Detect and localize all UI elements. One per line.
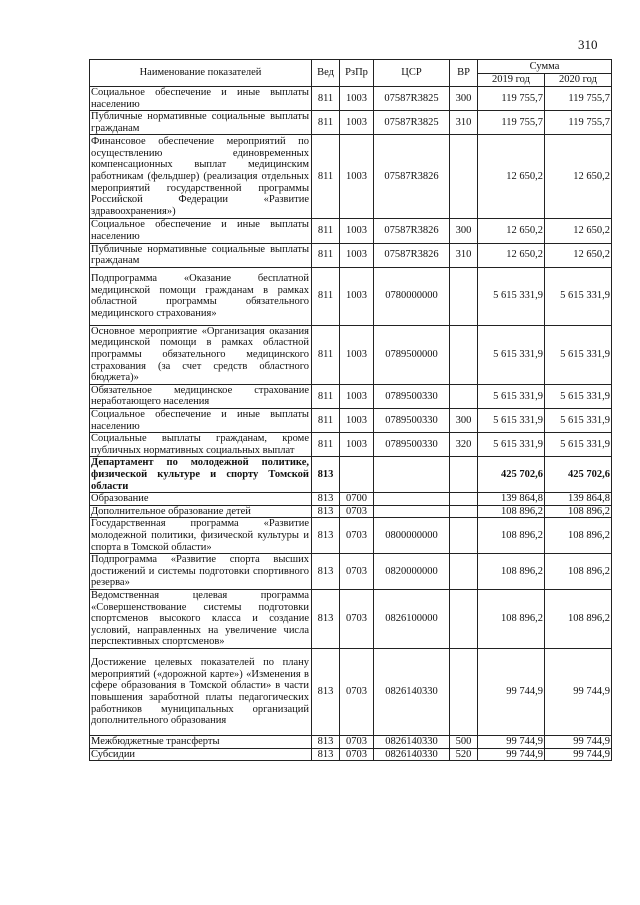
row-rzpr: 1003 — [340, 408, 374, 432]
row-sum-2020: 5 615 331,9 — [545, 325, 612, 384]
table-row — [90, 493, 612, 506]
row-vr — [450, 518, 478, 554]
header-csr: ЦСР — [374, 60, 450, 87]
row-sum-2020: 5 615 331,9 — [545, 433, 612, 457]
row-csr: 0826140330 — [374, 649, 450, 736]
row-ved: 811 — [312, 111, 340, 135]
row-rzpr: 1003 — [340, 87, 374, 111]
row-name: Государственная программа «Развитие молодежной политики, физической культуры и спорта в Томской области» — [90, 518, 312, 554]
row-vr: 310 — [450, 111, 478, 135]
row-csr: 0826140330 — [374, 736, 450, 749]
row-ved: 813 — [312, 590, 340, 649]
row-name: Социальное обеспечение и иные выплаты населению — [90, 408, 312, 432]
table-row — [90, 554, 612, 590]
header-name: Наименование показателей — [90, 60, 312, 87]
header-year-2020: 2020 год — [545, 74, 612, 87]
row-sum-2020: 108 896,2 — [545, 518, 612, 554]
row-csr: 0780000000 — [374, 267, 450, 325]
row-ved: 811 — [312, 325, 340, 384]
row-vr — [450, 135, 478, 219]
row-sum-2020: 99 744,9 — [545, 649, 612, 736]
row-ved: 811 — [312, 219, 340, 243]
row-vr: 500 — [450, 736, 478, 749]
row-sum-2019: 119 755,7 — [478, 87, 545, 111]
row-csr: 07587R3826 — [374, 243, 450, 267]
row-vr — [450, 384, 478, 408]
page-number: 310 — [578, 37, 598, 52]
row-rzpr: 1003 — [340, 135, 374, 219]
row-rzpr: 1003 — [340, 267, 374, 325]
row-ved: 811 — [312, 267, 340, 325]
row-sum-2020: 12 650,2 — [545, 219, 612, 243]
row-sum-2020: 108 896,2 — [545, 590, 612, 649]
row-vr — [450, 505, 478, 518]
row-sum-2020: 12 650,2 — [545, 135, 612, 219]
row-rzpr: 0703 — [340, 748, 374, 761]
table-row — [90, 649, 612, 736]
row-vr — [450, 493, 478, 506]
row-csr: 0789500330 — [374, 433, 450, 457]
row-name: Социальные выплаты гражданам, кроме публичных нормативных социальных выплат — [90, 433, 312, 457]
row-sum-2019: 5 615 331,9 — [478, 267, 545, 325]
row-vr — [450, 590, 478, 649]
table-row — [90, 243, 612, 267]
header-vr: ВР — [450, 60, 478, 87]
row-csr: 0789500000 — [374, 325, 450, 384]
row-sum-2019: 108 896,2 — [478, 518, 545, 554]
row-ved: 811 — [312, 433, 340, 457]
row-csr: 0826100000 — [374, 590, 450, 649]
row-sum-2020: 425 702,6 — [545, 457, 612, 493]
header-year-2019: 2019 год — [478, 74, 545, 87]
row-ved: 813 — [312, 736, 340, 749]
row-csr: 0789500330 — [374, 408, 450, 432]
table-row — [90, 457, 612, 493]
row-sum-2020: 119 755,7 — [545, 111, 612, 135]
row-rzpr: 0703 — [340, 649, 374, 736]
row-csr: 0789500330 — [374, 384, 450, 408]
row-rzpr: 0703 — [340, 736, 374, 749]
row-sum-2019: 5 615 331,9 — [478, 408, 545, 432]
row-vr: 300 — [450, 87, 478, 111]
row-ved: 813 — [312, 457, 340, 493]
row-sum-2020: 5 615 331,9 — [545, 267, 612, 325]
row-vr — [450, 457, 478, 493]
row-sum-2020: 99 744,9 — [545, 736, 612, 749]
row-name: Обязательное медицинское страхование неработающего населения — [90, 384, 312, 408]
row-sum-2019: 12 650,2 — [478, 219, 545, 243]
row-name: Образование — [90, 493, 312, 506]
row-rzpr: 0703 — [340, 590, 374, 649]
row-name: Публичные нормативные социальные выплаты гражданам — [90, 111, 312, 135]
row-name: Основное мероприятие «Организация оказания медицинской помощи в рамках областной программы обязательного медицинского страхования (за счет средств областного бюджета)» — [90, 325, 312, 384]
row-csr — [374, 505, 450, 518]
row-csr: 07587R3825 — [374, 111, 450, 135]
row-ved: 811 — [312, 87, 340, 111]
header-ved: Вед — [312, 60, 340, 87]
row-vr — [450, 649, 478, 736]
row-vr — [450, 554, 478, 590]
row-ved: 813 — [312, 518, 340, 554]
row-sum-2020: 119 755,7 — [545, 87, 612, 111]
row-ved: 811 — [312, 243, 340, 267]
table-row — [90, 748, 612, 761]
row-sum-2019: 12 650,2 — [478, 135, 545, 219]
table-row — [90, 135, 612, 219]
header-rzpr: РзПр — [340, 60, 374, 87]
header-sum: Сумма — [478, 60, 612, 74]
row-name: Дополнительное образование детей — [90, 505, 312, 518]
row-sum-2020: 139 864,8 — [545, 493, 612, 506]
row-rzpr: 1003 — [340, 433, 374, 457]
row-name: Подпрограмма «Развитие спорта высших достижений и системы подготовки спортивного резерва» — [90, 554, 312, 590]
table-row — [90, 267, 612, 325]
row-sum-2020: 5 615 331,9 — [545, 384, 612, 408]
row-sum-2019: 5 615 331,9 — [478, 433, 545, 457]
row-vr — [450, 267, 478, 325]
row-ved: 813 — [312, 748, 340, 761]
row-name: Межбюджетные трансферты — [90, 736, 312, 749]
row-ved: 813 — [312, 505, 340, 518]
row-csr — [374, 493, 450, 506]
row-rzpr: 1003 — [340, 325, 374, 384]
row-sum-2019: 99 744,9 — [478, 748, 545, 761]
row-name: Социальное обеспечение и иные выплаты населению — [90, 87, 312, 111]
table-row — [90, 219, 612, 243]
table-body — [90, 87, 612, 761]
row-csr: 0826140330 — [374, 748, 450, 761]
budget-table — [89, 59, 612, 761]
row-sum-2019: 108 896,2 — [478, 505, 545, 518]
row-sum-2019: 108 896,2 — [478, 554, 545, 590]
row-rzpr: 0703 — [340, 518, 374, 554]
row-sum-2020: 108 896,2 — [545, 505, 612, 518]
row-ved: 813 — [312, 554, 340, 590]
row-sum-2019: 99 744,9 — [478, 736, 545, 749]
table-row — [90, 505, 612, 518]
row-name: Достижение целевых показателей по плану мероприятий («дорожной карте») «Изменения в сфере образования в Томской области» в части повышения заработной платы педагогических работников муниципальных организаций дополнительного образования — [90, 649, 312, 736]
row-sum-2019: 425 702,6 — [478, 457, 545, 493]
row-sum-2020: 12 650,2 — [545, 243, 612, 267]
row-rzpr: 0703 — [340, 505, 374, 518]
row-csr: 0820000000 — [374, 554, 450, 590]
row-ved: 811 — [312, 135, 340, 219]
row-ved: 811 — [312, 408, 340, 432]
row-vr: 300 — [450, 219, 478, 243]
row-csr: 07587R3826 — [374, 135, 450, 219]
table-row — [90, 590, 612, 649]
row-vr: 310 — [450, 243, 478, 267]
row-name: Социальное обеспечение и иные выплаты населению — [90, 219, 312, 243]
row-rzpr: 0703 — [340, 554, 374, 590]
row-sum-2019: 5 615 331,9 — [478, 384, 545, 408]
row-csr: 07587R3825 — [374, 87, 450, 111]
row-name: Подпрограмма «Оказание бесплатной медицинской помощи гражданам в рамках областной программы обязательного медицинского страхования» — [90, 267, 312, 325]
table-row — [90, 87, 612, 111]
row-vr — [450, 325, 478, 384]
table-row — [90, 384, 612, 408]
row-ved: 813 — [312, 649, 340, 736]
table-row — [90, 408, 612, 432]
row-name: Публичные нормативные социальные выплаты гражданам — [90, 243, 312, 267]
row-rzpr: 1003 — [340, 219, 374, 243]
header-row — [90, 60, 612, 74]
table-row — [90, 325, 612, 384]
row-sum-2020: 5 615 331,9 — [545, 408, 612, 432]
table-row — [90, 111, 612, 135]
row-sum-2019: 139 864,8 — [478, 493, 545, 506]
row-sum-2020: 108 896,2 — [545, 554, 612, 590]
row-sum-2019: 108 896,2 — [478, 590, 545, 649]
row-sum-2020: 99 744,9 — [545, 748, 612, 761]
row-rzpr: 1003 — [340, 384, 374, 408]
row-rzpr: 1003 — [340, 243, 374, 267]
row-name: Департамент по молодежной политике, физической культуре и спорту Томской области — [90, 457, 312, 493]
row-csr — [374, 457, 450, 493]
row-vr: 520 — [450, 748, 478, 761]
table-row — [90, 433, 612, 457]
row-name: Субсидии — [90, 748, 312, 761]
row-csr: 07587R3826 — [374, 219, 450, 243]
table-row — [90, 736, 612, 749]
row-rzpr: 0700 — [340, 493, 374, 506]
row-name: Финансовое обеспечение мероприятий по осуществлению единовременных компенсационных выплат медицинским работникам (фельдшер) (реализация отдельных мероприятий государственной программы Российской Федерации «Развитие здравоохранения») — [90, 135, 312, 219]
row-vr: 320 — [450, 433, 478, 457]
row-name: Ведомственная целевая программа «Совершенствование системы подготовки спортсменов высокого класса и создание условий, направленных на увеличение числа перспективных спортсменов» — [90, 590, 312, 649]
row-rzpr — [340, 457, 374, 493]
row-ved: 813 — [312, 493, 340, 506]
table-row — [90, 518, 612, 554]
row-sum-2019: 119 755,7 — [478, 111, 545, 135]
row-rzpr: 1003 — [340, 111, 374, 135]
row-sum-2019: 5 615 331,9 — [478, 325, 545, 384]
row-vr: 300 — [450, 408, 478, 432]
row-ved: 811 — [312, 384, 340, 408]
row-csr: 0800000000 — [374, 518, 450, 554]
row-sum-2019: 12 650,2 — [478, 243, 545, 267]
row-sum-2019: 99 744,9 — [478, 649, 545, 736]
